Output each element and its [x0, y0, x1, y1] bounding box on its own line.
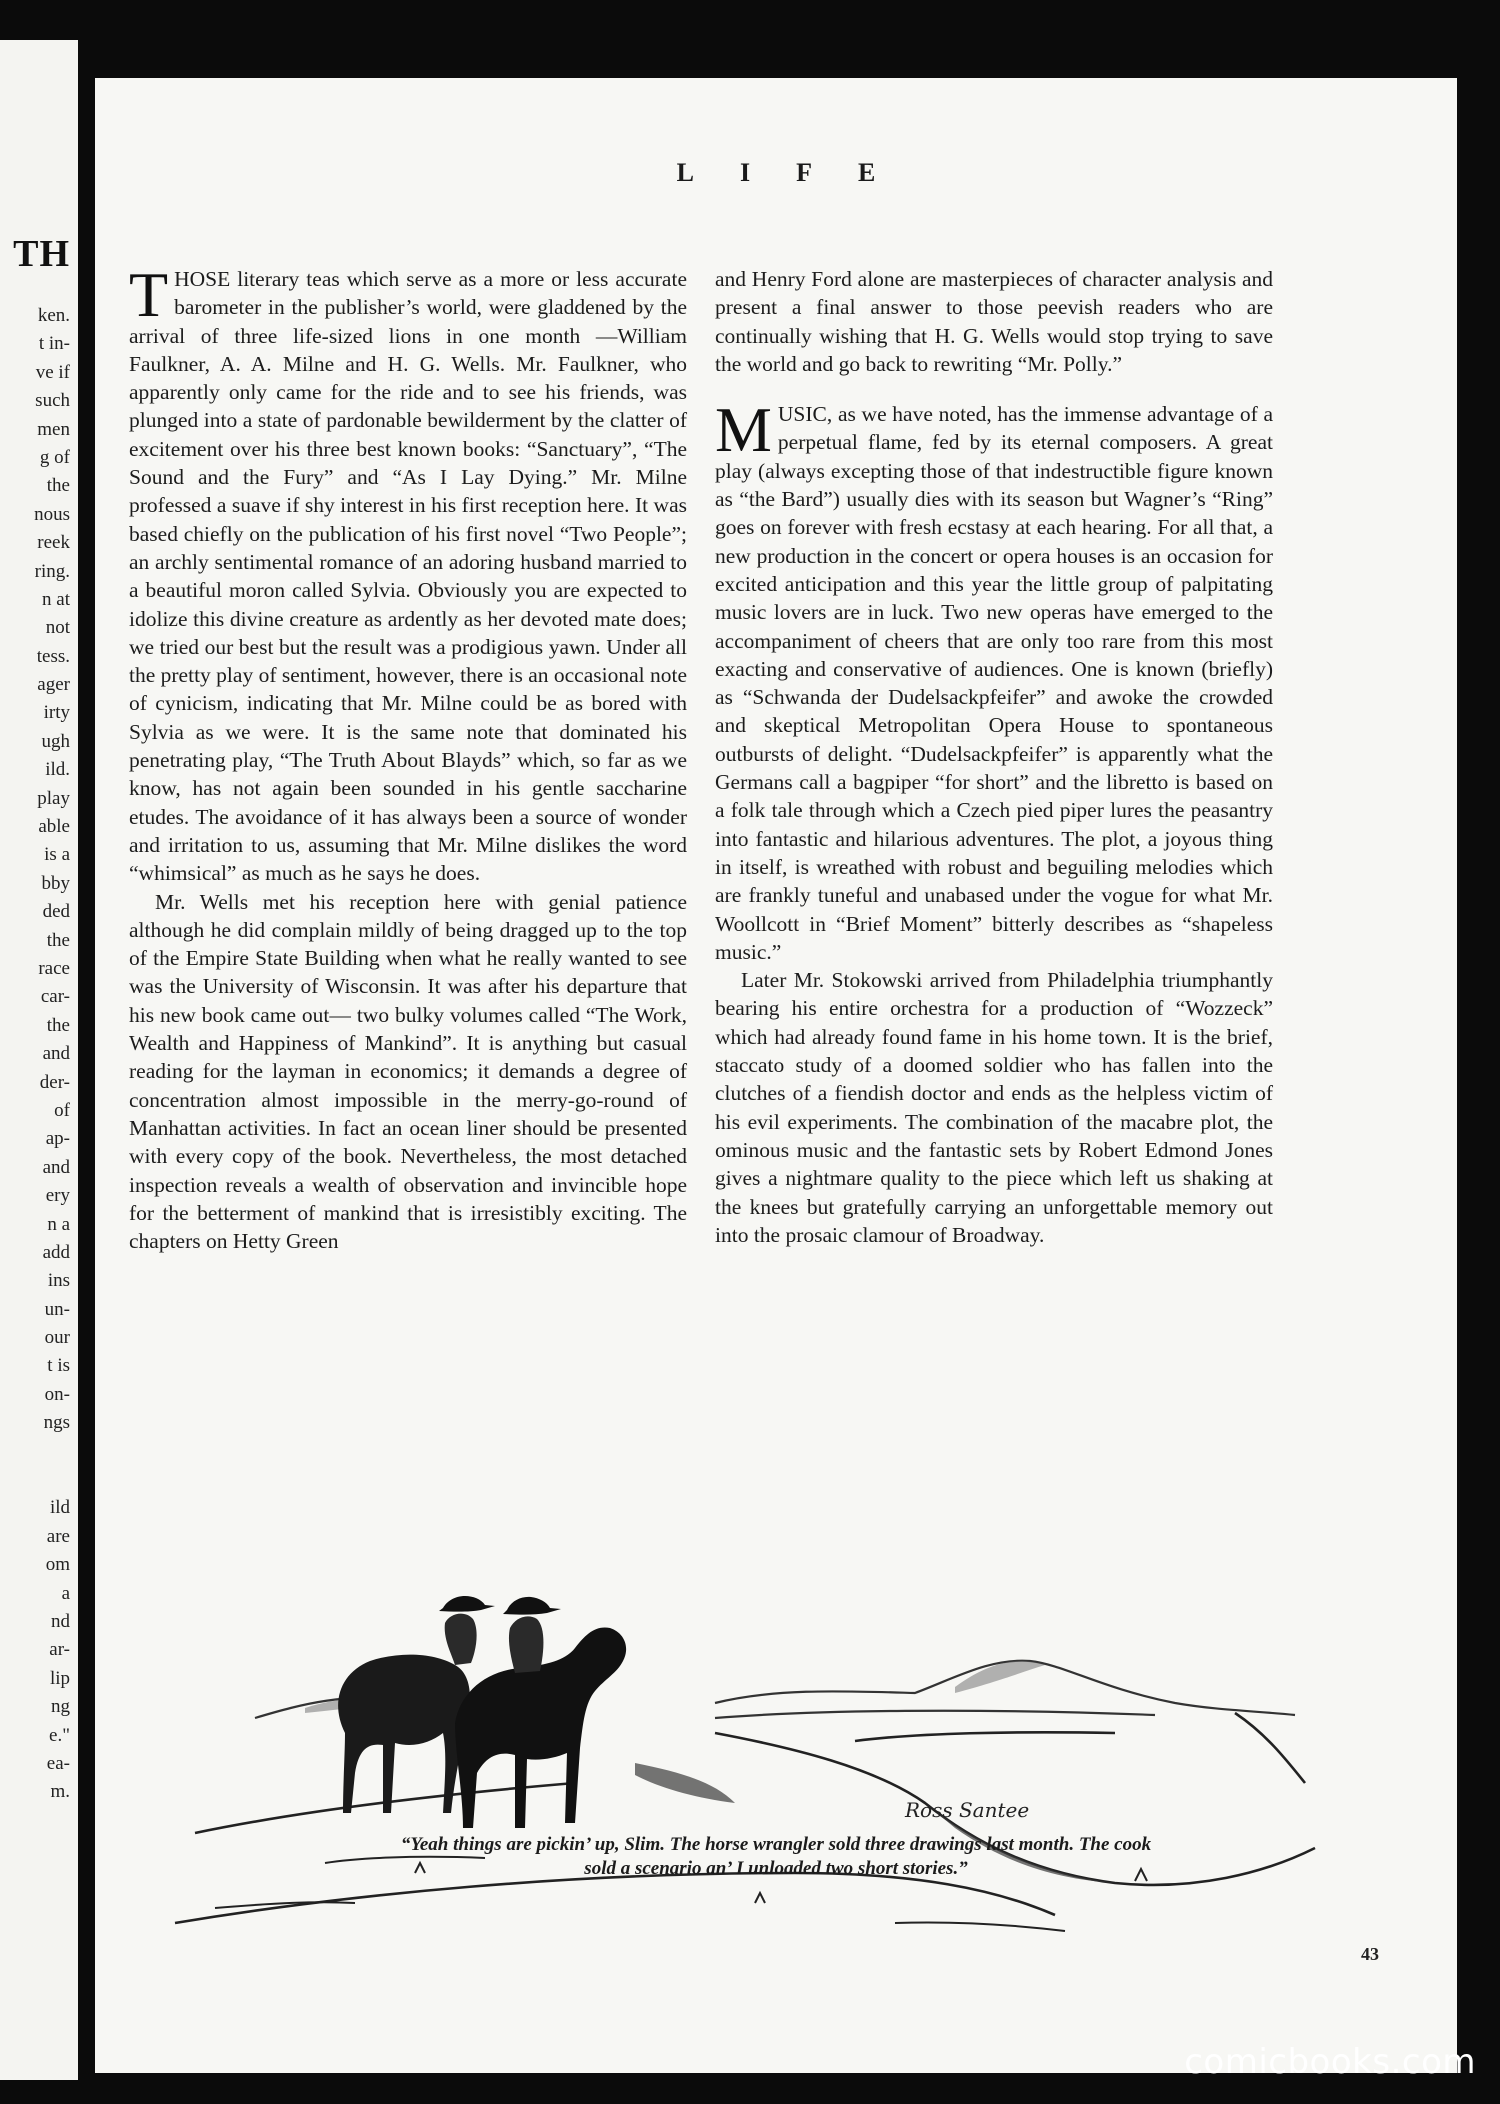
previous-page-line: om [45, 1554, 70, 1576]
masthead: LIFE [676, 158, 922, 187]
previous-page-line: ins [47, 1270, 70, 1292]
previous-page-line: such [35, 390, 70, 412]
previous-page-line: ar- [49, 1639, 70, 1661]
previous-page-line: and [42, 1156, 70, 1178]
previous-page-line: t is [47, 1355, 70, 1377]
paragraph-text: USIC, as we have noted, has the immense advantage of a perpetual flame, fed by its eternal composers. A great play (always excepting those of that indestructible figure known as “the Bard”) usually dies with its season but Wagner’s “Ring” goes on forever with fresh ecstasy at each hearing. For all that, a new production in the concert or opera houses is an occasion for excited anticipation and this year the little group of palpitating music lovers are in luck. Two new operas have emerged to the accompaniment of cheers that are only too rare from this most exacting and conservative of audiences. One is known (briefly) as “Schwanda der Dudelsackpfeifer” and awoke the crowded and skeptical Metropolitan Opera House to spontaneous outbursts of delight. “Dudelsackpfeifer” is apparently what the Germans call a bagpiper “for short” and the libretto is based on a folk tale through which a Czech pied piper lures the peasantry into fantastic and hilarious adventures. The plot, a joyous thing in itself, is wreathed with robust and beguiling melodies which are frankly tuneful and unabased under the vogue for what Mr. Woollcott in “Brief Moment” bitterly describes as “shapeless music.” [715, 402, 1273, 964]
previous-page-line: der- [39, 1071, 70, 1093]
caption-line-2: sold a scenario an’ I unloaded two short stories.” [584, 1858, 968, 1879]
previous-page-line: our [44, 1327, 70, 1349]
paragraph-text: and Henry Ford alone are masterpieces of character analysis and present a final answer to those peevish readers who are continually wishing that H. G. Wells would stop trying to save the world and go back to rewriting “Mr. Polly.” [715, 267, 1273, 376]
previous-page-line: t in- [38, 333, 70, 355]
previous-page-line: men [37, 418, 70, 440]
page-number: 43 [1361, 1944, 1379, 1964]
article-paragraph [715, 394, 1273, 966]
previous-page-line: ery [45, 1185, 70, 1207]
previous-page-line: ager [37, 674, 70, 696]
previous-page-line: add [42, 1241, 70, 1263]
previous-page-line: e." [49, 1724, 70, 1746]
previous-page-line: ng [51, 1696, 70, 1718]
paragraph-text: Mr. Wells met his reception here with genial patience although he did complain mildly of being dragged up to the top of the Empire State Building when what he really wanted to see was the University of Wisconsin. It was after his departure that his new book came out— two bulky volumes called “The Work, Wealth and Happiness of Mankind”. It is anything but casual reading for the layman in economics; it demands a degree of concentration almost impossible in the merry-go-round of Manhattan activities. In fact an ocean liner should be presented with every copy of the book. Nevertheless, the most detached inspection reveals a wealth of observation and invincible hope for the betterment of mankind that is irresistibly exciting. The chapters on Hetty Green [129, 889, 687, 1254]
previous-page-line: reek [37, 532, 70, 554]
previous-page-strip [0, 40, 78, 2080]
previous-page-line: ea- [46, 1752, 70, 1774]
magazine-page [95, 78, 1457, 2073]
drop-cap: M [715, 394, 772, 466]
previous-page-line: ild. [45, 759, 70, 781]
previous-page-line: able [38, 816, 70, 838]
previous-page-line: m. [50, 1781, 70, 1803]
previous-page-line: irty [43, 702, 70, 724]
previous-page-line: on- [44, 1383, 70, 1405]
previous-page-line: nous [34, 503, 70, 525]
article-paragraph [715, 966, 1273, 1249]
previous-page-line: bby [41, 872, 70, 894]
site-watermark: comicbooks.com [1184, 2042, 1476, 2082]
previous-page-line: not [45, 617, 70, 639]
previous-page-line: are [46, 1525, 70, 1547]
article-right-column [715, 265, 1273, 1249]
cartoon-caption [95, 1833, 1457, 1881]
paragraph-text: Later Mr. Stokowski arrived from Philadelphia triumphantly bearing his entire orchestra for a production of “Wozzeck” which had already found fame in his home town. It is the brief, staccato study of a doomed soldier who has fallen into the clutches of a fiendish doctor and ends as the helpless victim of his evil experiments. The combination of the macabre plot, the ominous music and the fantastic sets by Robert Edmond Jones gives a nightmare quality to the piece which left us shaking at the knees but gratefully carrying an unforgettable memory out into the prosaic clamour of Broadway. [715, 968, 1273, 1247]
previous-page-line: tess. [36, 645, 70, 667]
previous-page-line [0, 1466, 70, 1494]
previous-page-line: ve if [35, 361, 70, 383]
previous-page-line: lip [49, 1667, 70, 1689]
previous-page-line: and [42, 1043, 70, 1065]
artist-signature: Ross Santee [905, 1798, 1030, 1822]
drop-cap: T [129, 259, 169, 330]
previous-page-line: a [61, 1582, 70, 1604]
previous-page-heading: TH [13, 233, 70, 275]
previous-page-line: ken. [37, 305, 70, 326]
previous-page-line: un- [44, 1298, 70, 1320]
previous-page-line: n a [47, 1213, 70, 1235]
previous-page-line: is a [44, 844, 70, 866]
previous-page-line: ngs [43, 1412, 70, 1434]
previous-page-line: ded [42, 901, 70, 923]
previous-page-line: the [46, 1014, 70, 1036]
previous-page-line: ugh [41, 730, 70, 752]
previous-page-line: ap- [45, 1128, 70, 1150]
previous-page-line: ring. [34, 560, 70, 582]
previous-page-line [0, 1438, 70, 1466]
article-left-column [129, 259, 687, 1255]
previous-page-line: the [46, 475, 70, 497]
previous-page-text [0, 302, 70, 1807]
previous-page-line: race [38, 957, 70, 979]
previous-page-line: g of [39, 446, 70, 468]
horses-and-riders [338, 1596, 626, 1828]
previous-page-line: play [37, 787, 70, 809]
article-paragraph [715, 265, 1273, 378]
article-paragraph [129, 259, 687, 888]
previous-page-line: ild [49, 1497, 70, 1519]
paragraph-text: HOSE literary teas which serve as a more or less accurate barometer in the publisher’s world, were gladdened by the arrival of three life-sized lions in one month —William Faulkner, A. A. Milne and H. G. Wells. Mr. Faulkner, who apparently only came for the ride and to see his friends, was plunged into a state of pardonable bewilderment by the clatter of excitement over his three best known books: “Sanctuary”, “The Sound and the Fury” and “As I Lay Dying.” Mr. Milne professed a suave if shy interest in his first reception here. It was based chiefly on the publication of his first novel “Two People”; an archly sentimental romance of an adoring husband married to a beautiful moron called Sylvia. Obviously you are expected to idolize this divine creature as ardently as her devoted mate does; we tried our best but the result was a prodigious yawn. Under all the pretty play of sentiment, however, there is an occasional note of cynicism, indicating that Mr. Milne could be as bored with Sylvia as we were. It is the same note that dominated his penetrating play, “The Truth About Blayds” which, so far as we know, has not again been sounded in his gentle saccharine etudes. The avoidance of it has always been a source of wonder and irritation to us, assuming that Mr. Milne dislikes the word “whimsical” as much as he says he does. [129, 267, 687, 886]
previous-page-line: the [46, 929, 70, 951]
previous-page-line: n at [42, 588, 70, 610]
previous-page-line: car- [40, 986, 70, 1008]
article-paragraph [129, 888, 687, 1256]
caption-line-1: “Yeah things are pickin’ up, Slim. The horse wrangler sold three drawings last month. The cook [400, 1834, 1152, 1855]
previous-page-line: nd [51, 1610, 70, 1632]
previous-page-line: of [54, 1099, 70, 1121]
